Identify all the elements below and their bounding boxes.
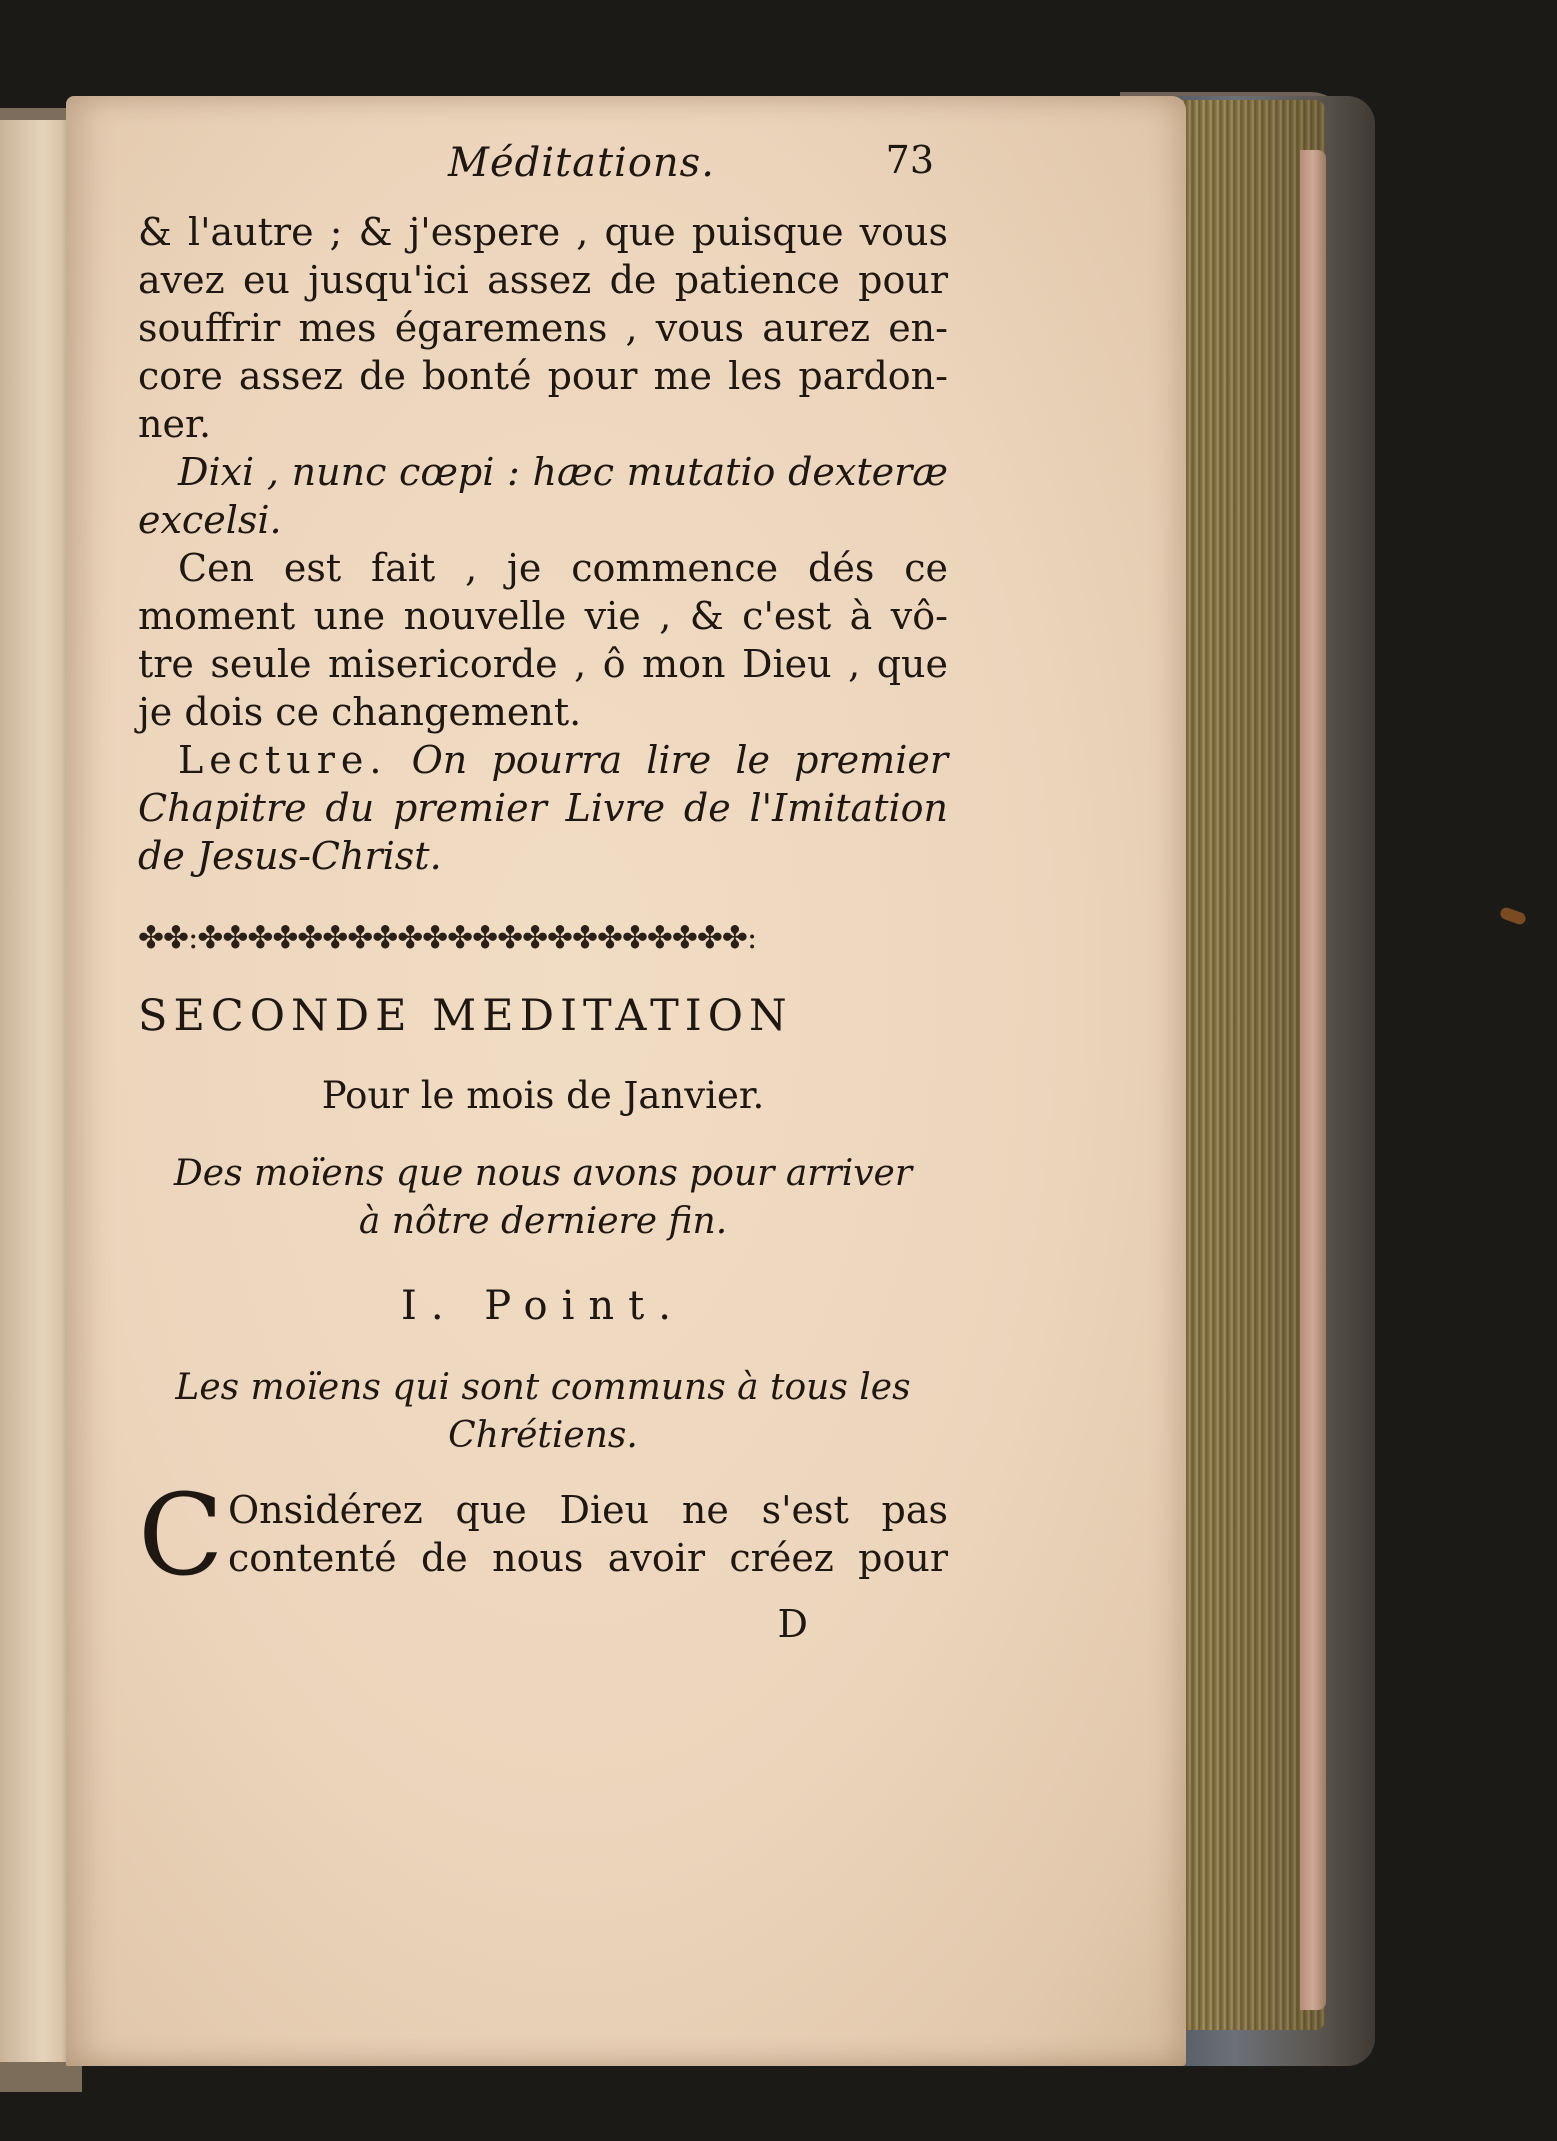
text-line: avez eu jusqu'ici assez de patience pour (138, 258, 948, 302)
subtitle: Pour le mois de Janvier. (321, 1074, 765, 1117)
paragraph-1 (138, 208, 948, 448)
topic-line: à nôtre derniere fin. (358, 1201, 728, 1242)
drop-cap: C (138, 1471, 224, 1601)
point-subheading (138, 1364, 948, 1460)
meditation-topic (138, 1150, 948, 1246)
text-line: souffrir mes égaremens , vous aurez en- (138, 306, 948, 350)
quote-line: excelsi. (138, 498, 282, 542)
fore-edge-highlight (1300, 150, 1326, 2010)
topic-line: Des moïens que nous avons pour arriver (173, 1153, 913, 1194)
text-line: contenté de nous avoir créez pour (228, 1536, 948, 1580)
text-line: Cen est fait , je commence dés ce (178, 546, 948, 590)
text-line: core assez de bonté pour me les pardon- (138, 354, 948, 398)
page-number: 73 (885, 138, 934, 182)
lecture-label: Lecture. (178, 738, 388, 782)
debris-speck (1499, 906, 1528, 926)
final-paragraph (138, 1471, 948, 1601)
facing-page-edge (0, 120, 74, 2070)
paragraph-2 (138, 544, 948, 736)
text-line: tre seule misericorde , ô mon Dieu , que (138, 642, 948, 686)
text-line: je dois ce changement. (138, 690, 582, 734)
text-line: Onsidérez que Dieu ne s'est pas (228, 1488, 948, 1532)
quote-line: Dixi , nunc cœpi : hæc mutatio dexteræ (178, 450, 948, 494)
running-head-title: Méditations. (448, 140, 715, 186)
lecture-line: de Jesus-Christ. (138, 834, 442, 878)
lecture-first-line (138, 736, 948, 784)
point-subheading-line: Les moïens qui sont communs à tous les (175, 1367, 911, 1408)
point-subheading-line: Chrétiens. (448, 1415, 638, 1456)
text-line: ner. (138, 402, 212, 446)
text-line: moment une nouvelle vie , & c'est à vô- (138, 594, 948, 638)
section-title: SECONDE MEDITATION (138, 991, 793, 1041)
running-head (138, 138, 948, 208)
lecture-line: Chapitre du premier Livre de l'Imitation (138, 786, 948, 830)
ornament-rule: ✤✤:✤✤✤✤✤✤✤✤✤✤✤✤✤✤✤✤✤✤✤✤✤✤: (138, 920, 757, 956)
page-text (138, 138, 948, 1648)
lecture-text: On pourra lire le premier (411, 738, 948, 782)
text-line: & l'autre ; & j'espere , que puisque vous (138, 210, 948, 254)
left-cover-bottom (0, 2062, 82, 2092)
lecture-paragraph (138, 736, 948, 880)
latin-quote (138, 448, 948, 544)
signature-mark: D (777, 1602, 808, 1646)
point-heading: I. Point. (401, 1283, 685, 1329)
